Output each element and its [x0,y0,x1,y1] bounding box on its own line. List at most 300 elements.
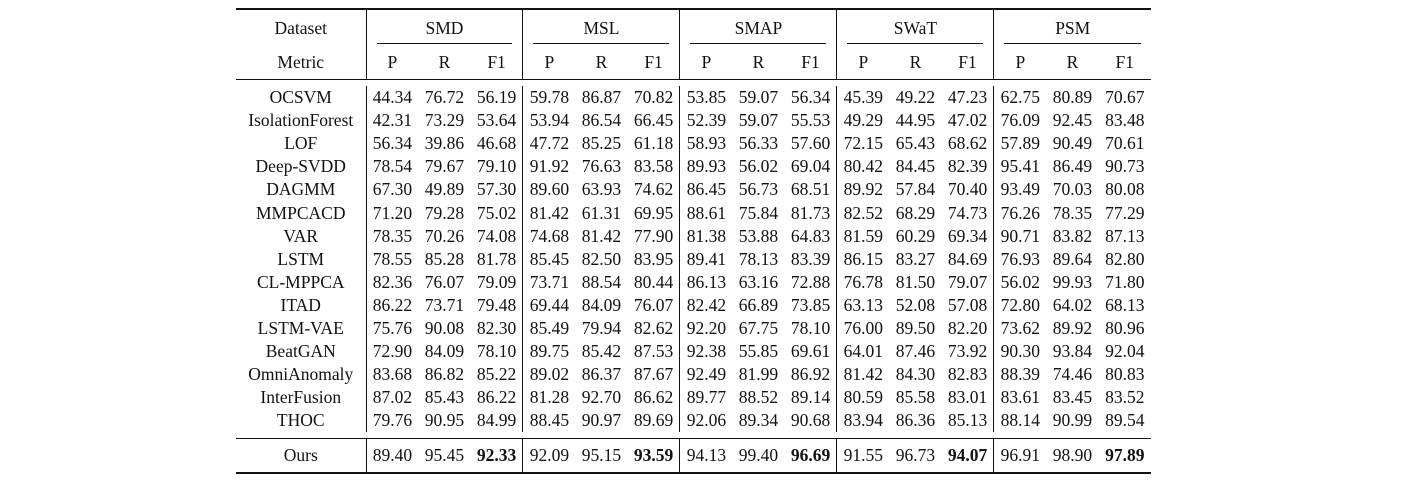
value-cell: 83.27 [895,248,936,269]
value-cell: 56.73 [738,179,779,200]
value-cell: 85.43 [424,387,465,408]
cmidrule [533,43,669,44]
value-cell: 89.41 [680,248,732,271]
dataset-label: Dataset [274,17,327,38]
method-name: LOF [284,133,318,154]
value-cell: 52.39 [680,109,732,132]
metric-header-cell: F1 [644,52,663,72]
table-row [236,178,1151,201]
value-cell: 78.35 [366,225,418,248]
value-cell: 88.45 [523,409,575,432]
value-cell: 44.95 [895,110,936,131]
value-cell: 56.33 [738,133,779,154]
value-cell: 66.45 [633,110,674,131]
value-cell: 74.08 [476,225,517,246]
value-cell: 59.07 [738,110,779,131]
value-cell: 89.14 [790,387,831,408]
method-name: ITAD [280,294,321,315]
value-cell: 85.58 [895,387,936,408]
value-cell: 53.64 [476,110,517,131]
value-cell: 92.45 [1052,110,1093,131]
value-cell: 70.03 [1052,179,1093,200]
value-cell: 67.75 [738,317,779,338]
metric-header-cell: F1 [487,52,506,72]
dataset-header-swat [837,10,994,46]
table-row [236,363,1151,386]
method-name: InterFusion [260,387,342,408]
value-cell: 82.50 [581,248,622,269]
method-name: Deep-SVDD [255,156,346,177]
value-cell: 83.01 [947,387,988,408]
value-cell: 81.59 [837,225,889,248]
value-cell: 56.34 [366,132,418,155]
value-cell: 82.42 [680,294,732,317]
value-cell: 85.28 [424,248,465,269]
value-cell: 87.53 [633,341,674,362]
value-cell: 84.45 [895,156,936,177]
value-cell: 59.07 [738,87,779,108]
value-cell: 75.76 [366,317,418,340]
value-cell: 62.75 [994,86,1046,109]
metric-header-cell: P [994,46,1046,80]
value-cell: 78.55 [366,248,418,271]
value-cell: 76.78 [837,271,889,294]
value-cell: 89.34 [738,410,779,431]
value-cell: 63.16 [738,271,779,292]
value-cell: 68.62 [947,133,988,154]
value-cell: 84.99 [476,410,517,431]
metric-header-cell: F1 [1115,52,1135,72]
value-cell: 76.63 [581,156,622,177]
table-row [236,317,1151,340]
value-cell: 82.83 [947,364,988,385]
value-cell: 86.13 [680,271,732,294]
value-cell: 83.82 [1052,225,1093,246]
value-cell: 92.06 [680,409,732,432]
value-cell: 47.23 [947,87,988,108]
value-cell: 78.10 [790,317,831,338]
value-cell: 81.42 [523,201,575,224]
metric-header-cell: F1 [958,52,977,72]
value-cell: 83.95 [633,248,674,269]
value-cell: 85.49 [523,317,575,340]
value-cell: 90.99 [1052,410,1093,431]
value-cell: 97.89 [1105,445,1145,466]
value-cell: 82.62 [633,317,674,338]
value-cell: 56.34 [790,87,831,108]
value-cell: 89.54 [1105,410,1145,431]
value-cell: 86.92 [790,364,831,385]
value-cell: 81.78 [476,248,517,269]
value-cell: 92.70 [581,387,622,408]
value-cell: 78.54 [366,155,418,178]
value-cell: 64.02 [1052,294,1093,315]
table-row [236,109,1151,132]
value-cell: 88.54 [581,271,622,292]
value-cell: 85.45 [523,248,575,271]
value-cell: 74.46 [1052,364,1093,385]
value-cell: 79.28 [424,202,465,223]
cmidrule [690,43,826,44]
value-cell: 49.22 [895,87,936,108]
value-cell: 72.80 [994,294,1046,317]
value-cell: 70.67 [1105,87,1145,108]
value-cell: 74.68 [523,225,575,248]
value-cell: 87.13 [1105,225,1145,246]
value-cell: 68.29 [895,202,936,223]
value-cell: 74.73 [947,202,988,223]
value-cell: 84.69 [947,248,988,269]
metric-header-cell: F1 [801,52,820,72]
value-cell: 86.62 [633,387,674,408]
value-cell: 74.62 [633,179,674,200]
value-cell: 56.02 [738,156,779,177]
value-cell: 69.61 [790,341,831,362]
bottom-rule [236,473,1151,474]
table-row [236,132,1151,155]
dataset-name: SMD [425,18,464,38]
cmidrule [847,43,983,44]
dataset-header-row [236,10,1151,46]
method-name: OCSVM [269,87,332,108]
value-cell: 83.94 [837,409,889,432]
dataset-name: PSM [1055,18,1091,38]
method-name: OmniAnomaly [248,364,354,385]
value-cell: 83.52 [1105,387,1145,408]
value-cell: 96.73 [895,445,936,466]
value-cell: 63.93 [581,179,622,200]
value-cell: 89.60 [523,178,575,201]
value-cell: 90.95 [424,410,465,431]
value-cell: 71.20 [366,201,418,224]
value-cell: 86.49 [1052,156,1093,177]
value-cell: 78.10 [476,341,517,362]
value-cell: 84.30 [895,364,936,385]
value-cell: 87.67 [633,364,674,385]
metric-header-cell: R [438,52,451,72]
value-cell: 80.83 [1105,364,1145,385]
value-cell: 89.50 [895,317,936,338]
value-cell: 90.08 [424,317,465,338]
metric-label: Metric [277,52,325,72]
ours-row [236,439,1151,473]
method-name: THOC [276,410,325,431]
value-cell: 73.85 [790,294,831,315]
value-cell: 86.87 [581,87,622,108]
dataset-name: MSL [583,18,620,38]
value-cell: 94.07 [947,445,988,466]
value-cell: 89.75 [523,340,575,363]
table-row [236,294,1151,317]
value-cell: 79.94 [581,317,622,338]
value-cell: 59.78 [523,86,575,109]
table-row [236,225,1151,248]
value-cell: 45.39 [837,86,889,109]
value-cell: 90.30 [994,340,1046,363]
value-cell: 90.97 [581,410,622,431]
value-cell: 85.13 [947,410,988,431]
value-cell: 52.08 [895,294,936,315]
value-cell: 53.88 [738,225,779,246]
dataset-name: SMAP [734,18,783,38]
metric-header-row [236,46,1151,80]
value-cell: 92.04 [1105,341,1145,362]
value-cell: 86.54 [581,110,622,131]
value-cell: 84.09 [424,341,465,362]
value-cell: 73.29 [424,110,465,131]
value-cell: 92.09 [523,439,575,473]
value-cell: 86.15 [837,248,889,271]
method-name: LSTM [277,248,325,269]
value-cell: 96.69 [790,445,831,466]
value-cell: 93.59 [633,445,674,466]
value-cell: 86.36 [895,410,936,431]
value-cell: 68.13 [1105,294,1145,315]
value-cell: 84.09 [581,294,622,315]
value-cell: 86.37 [581,364,622,385]
table-row [236,86,1151,109]
value-cell: 67.30 [366,178,418,201]
value-cell: 49.29 [837,109,889,132]
method-name: BeatGAN [265,341,336,362]
value-cell: 81.99 [738,364,779,385]
dataset-header-psm [994,10,1151,46]
value-cell: 92.20 [680,317,732,340]
value-cell: 89.77 [680,386,732,409]
value-cell: 82.39 [947,156,988,177]
value-cell: 61.31 [581,202,622,223]
value-cell: 92.38 [680,340,732,363]
value-cell: 70.26 [424,225,465,246]
value-cell: 55.53 [790,110,831,131]
value-cell: 75.02 [476,202,517,223]
value-cell: 82.30 [476,317,517,338]
metric-header-cell: P [680,46,732,80]
value-cell: 79.10 [476,156,517,177]
value-cell: 81.42 [581,225,622,246]
value-cell: 79.07 [947,271,988,292]
value-cell: 47.72 [523,132,575,155]
value-cell: 99.93 [1052,271,1093,292]
value-cell: 83.58 [633,156,674,177]
cmidrule [1004,43,1141,44]
metric-header-cell: R [909,52,922,72]
dataset-header-msl [523,10,680,46]
value-cell: 61.18 [633,133,674,154]
metric-header-cell: P [837,46,889,80]
value-cell: 79.67 [424,156,465,177]
table-row [236,271,1151,294]
value-cell: 87.02 [366,386,418,409]
value-cell: 95.45 [424,445,465,466]
value-cell: 96.91 [994,439,1046,473]
value-cell: 93.49 [994,178,1046,201]
value-cell: 94.13 [680,439,732,473]
value-cell: 69.44 [523,294,575,317]
value-cell: 85.42 [581,341,622,362]
value-cell: 90.68 [790,410,831,431]
results-table [236,8,1151,474]
value-cell: 76.07 [424,271,465,292]
value-cell: 88.52 [738,387,779,408]
value-cell: 91.92 [523,155,575,178]
value-cell: 60.29 [895,225,936,246]
value-cell: 73.71 [424,294,465,315]
value-cell: 92.33 [476,445,517,466]
value-cell: 75.84 [738,202,779,223]
value-cell: 70.40 [947,179,988,200]
value-cell: 76.72 [424,87,465,108]
value-cell: 92.49 [680,363,732,386]
value-cell: 79.09 [476,271,517,292]
dataset-header-smap [680,10,837,46]
value-cell: 49.89 [424,179,465,200]
value-cell: 57.89 [994,132,1046,155]
value-cell: 71.80 [1105,271,1145,292]
value-cell: 63.13 [837,294,889,317]
metric-header-cell: P [366,46,418,80]
value-cell: 56.19 [476,87,517,108]
value-cell: 76.00 [837,317,889,340]
value-cell: 82.80 [1105,248,1145,269]
value-cell: 57.30 [476,179,517,200]
method-name: DAGMM [266,179,336,200]
value-cell: 86.22 [476,387,517,408]
value-cell: 73.62 [994,317,1046,340]
table-row [236,409,1151,432]
value-cell: 53.85 [680,86,732,109]
value-cell: 72.15 [837,132,889,155]
method-name: VAR [283,225,319,246]
value-cell: 64.83 [790,225,831,246]
table-row [236,155,1151,178]
value-cell: 68.51 [790,179,831,200]
value-cell: 89.02 [523,363,575,386]
value-cell: 81.42 [837,363,889,386]
value-cell: 86.22 [366,294,418,317]
value-cell: 79.76 [366,409,418,432]
dataset-header-smd [366,10,523,46]
value-cell: 82.20 [947,317,988,338]
value-cell: 83.45 [1052,387,1093,408]
value-cell: 73.71 [523,271,575,294]
value-cell: 77.29 [1105,202,1145,223]
cmidrule [377,43,513,44]
value-cell: 70.61 [1105,133,1145,154]
results-table-container [236,8,1151,474]
method-name: LSTM-VAE [257,317,344,338]
value-cell: 81.28 [523,386,575,409]
metric-header-cell: P [523,46,575,80]
value-cell: 99.40 [738,445,779,466]
value-cell: 77.90 [633,225,674,246]
value-cell: 80.59 [837,386,889,409]
method-name: Ours [283,445,318,466]
value-cell: 79.48 [476,294,517,315]
value-cell: 95.41 [994,155,1046,178]
dataset-name: SWaT [893,18,938,38]
value-cell: 76.26 [994,201,1046,224]
value-cell: 95.15 [581,445,622,466]
value-cell: 91.55 [837,439,889,473]
value-cell: 44.34 [366,86,418,109]
value-cell: 83.39 [790,248,831,269]
value-cell: 57.08 [947,294,988,315]
value-cell: 89.64 [1052,248,1093,269]
value-cell: 89.69 [633,410,674,431]
value-cell: 90.49 [1052,133,1093,154]
method-name: IsolationForest [248,110,354,131]
value-cell: 70.82 [633,87,674,108]
value-cell: 78.13 [738,248,779,269]
metric-header-cell: R [752,52,765,72]
value-cell: 81.73 [790,202,831,223]
value-cell: 81.50 [895,271,936,292]
method-name: CL-MPPCA [256,271,345,292]
value-cell: 57.84 [895,179,936,200]
metric-header-cell: R [1066,52,1079,72]
value-cell: 78.35 [1052,202,1093,223]
value-cell: 80.08 [1105,179,1145,200]
table-row [236,386,1151,409]
value-cell: 80.44 [633,271,674,292]
value-cell: 56.02 [994,271,1046,294]
value-cell: 39.86 [424,133,465,154]
value-cell: 85.25 [581,133,622,154]
value-cell: 64.01 [837,340,889,363]
value-cell: 89.93 [680,155,732,178]
value-cell: 83.48 [1105,110,1145,131]
value-cell: 83.68 [366,363,418,386]
value-cell: 69.95 [633,202,674,223]
value-cell: 66.89 [738,294,779,315]
value-cell: 88.39 [994,363,1046,386]
value-cell: 85.22 [476,364,517,385]
value-cell: 46.68 [476,133,517,154]
value-cell: 83.61 [994,386,1046,409]
value-cell: 76.07 [633,294,674,315]
value-cell: 89.92 [837,178,889,201]
value-cell: 89.92 [1052,317,1093,338]
value-cell: 88.14 [994,409,1046,432]
value-cell: 69.04 [790,156,831,177]
table-row [236,340,1151,363]
value-cell: 80.89 [1052,87,1093,108]
value-cell: 90.71 [994,225,1046,248]
table-row [236,201,1151,224]
value-cell: 86.82 [424,364,465,385]
value-cell: 58.93 [680,132,732,155]
value-cell: 55.85 [738,341,779,362]
value-cell: 73.92 [947,341,988,362]
value-cell: 47.02 [947,110,988,131]
value-cell: 90.73 [1105,156,1145,177]
value-cell: 82.52 [837,201,889,224]
value-cell: 88.61 [680,201,732,224]
table-row [236,248,1151,271]
value-cell: 69.34 [947,225,988,246]
value-cell: 72.88 [790,271,831,292]
value-cell: 87.46 [895,341,936,362]
value-cell: 81.38 [680,225,732,248]
value-cell: 42.31 [366,109,418,132]
value-cell: 57.60 [790,133,831,154]
results-table-body [236,9,1151,474]
value-cell: 89.40 [366,439,418,473]
value-cell: 53.94 [523,109,575,132]
value-cell: 76.93 [994,248,1046,271]
value-cell: 93.84 [1052,341,1093,362]
